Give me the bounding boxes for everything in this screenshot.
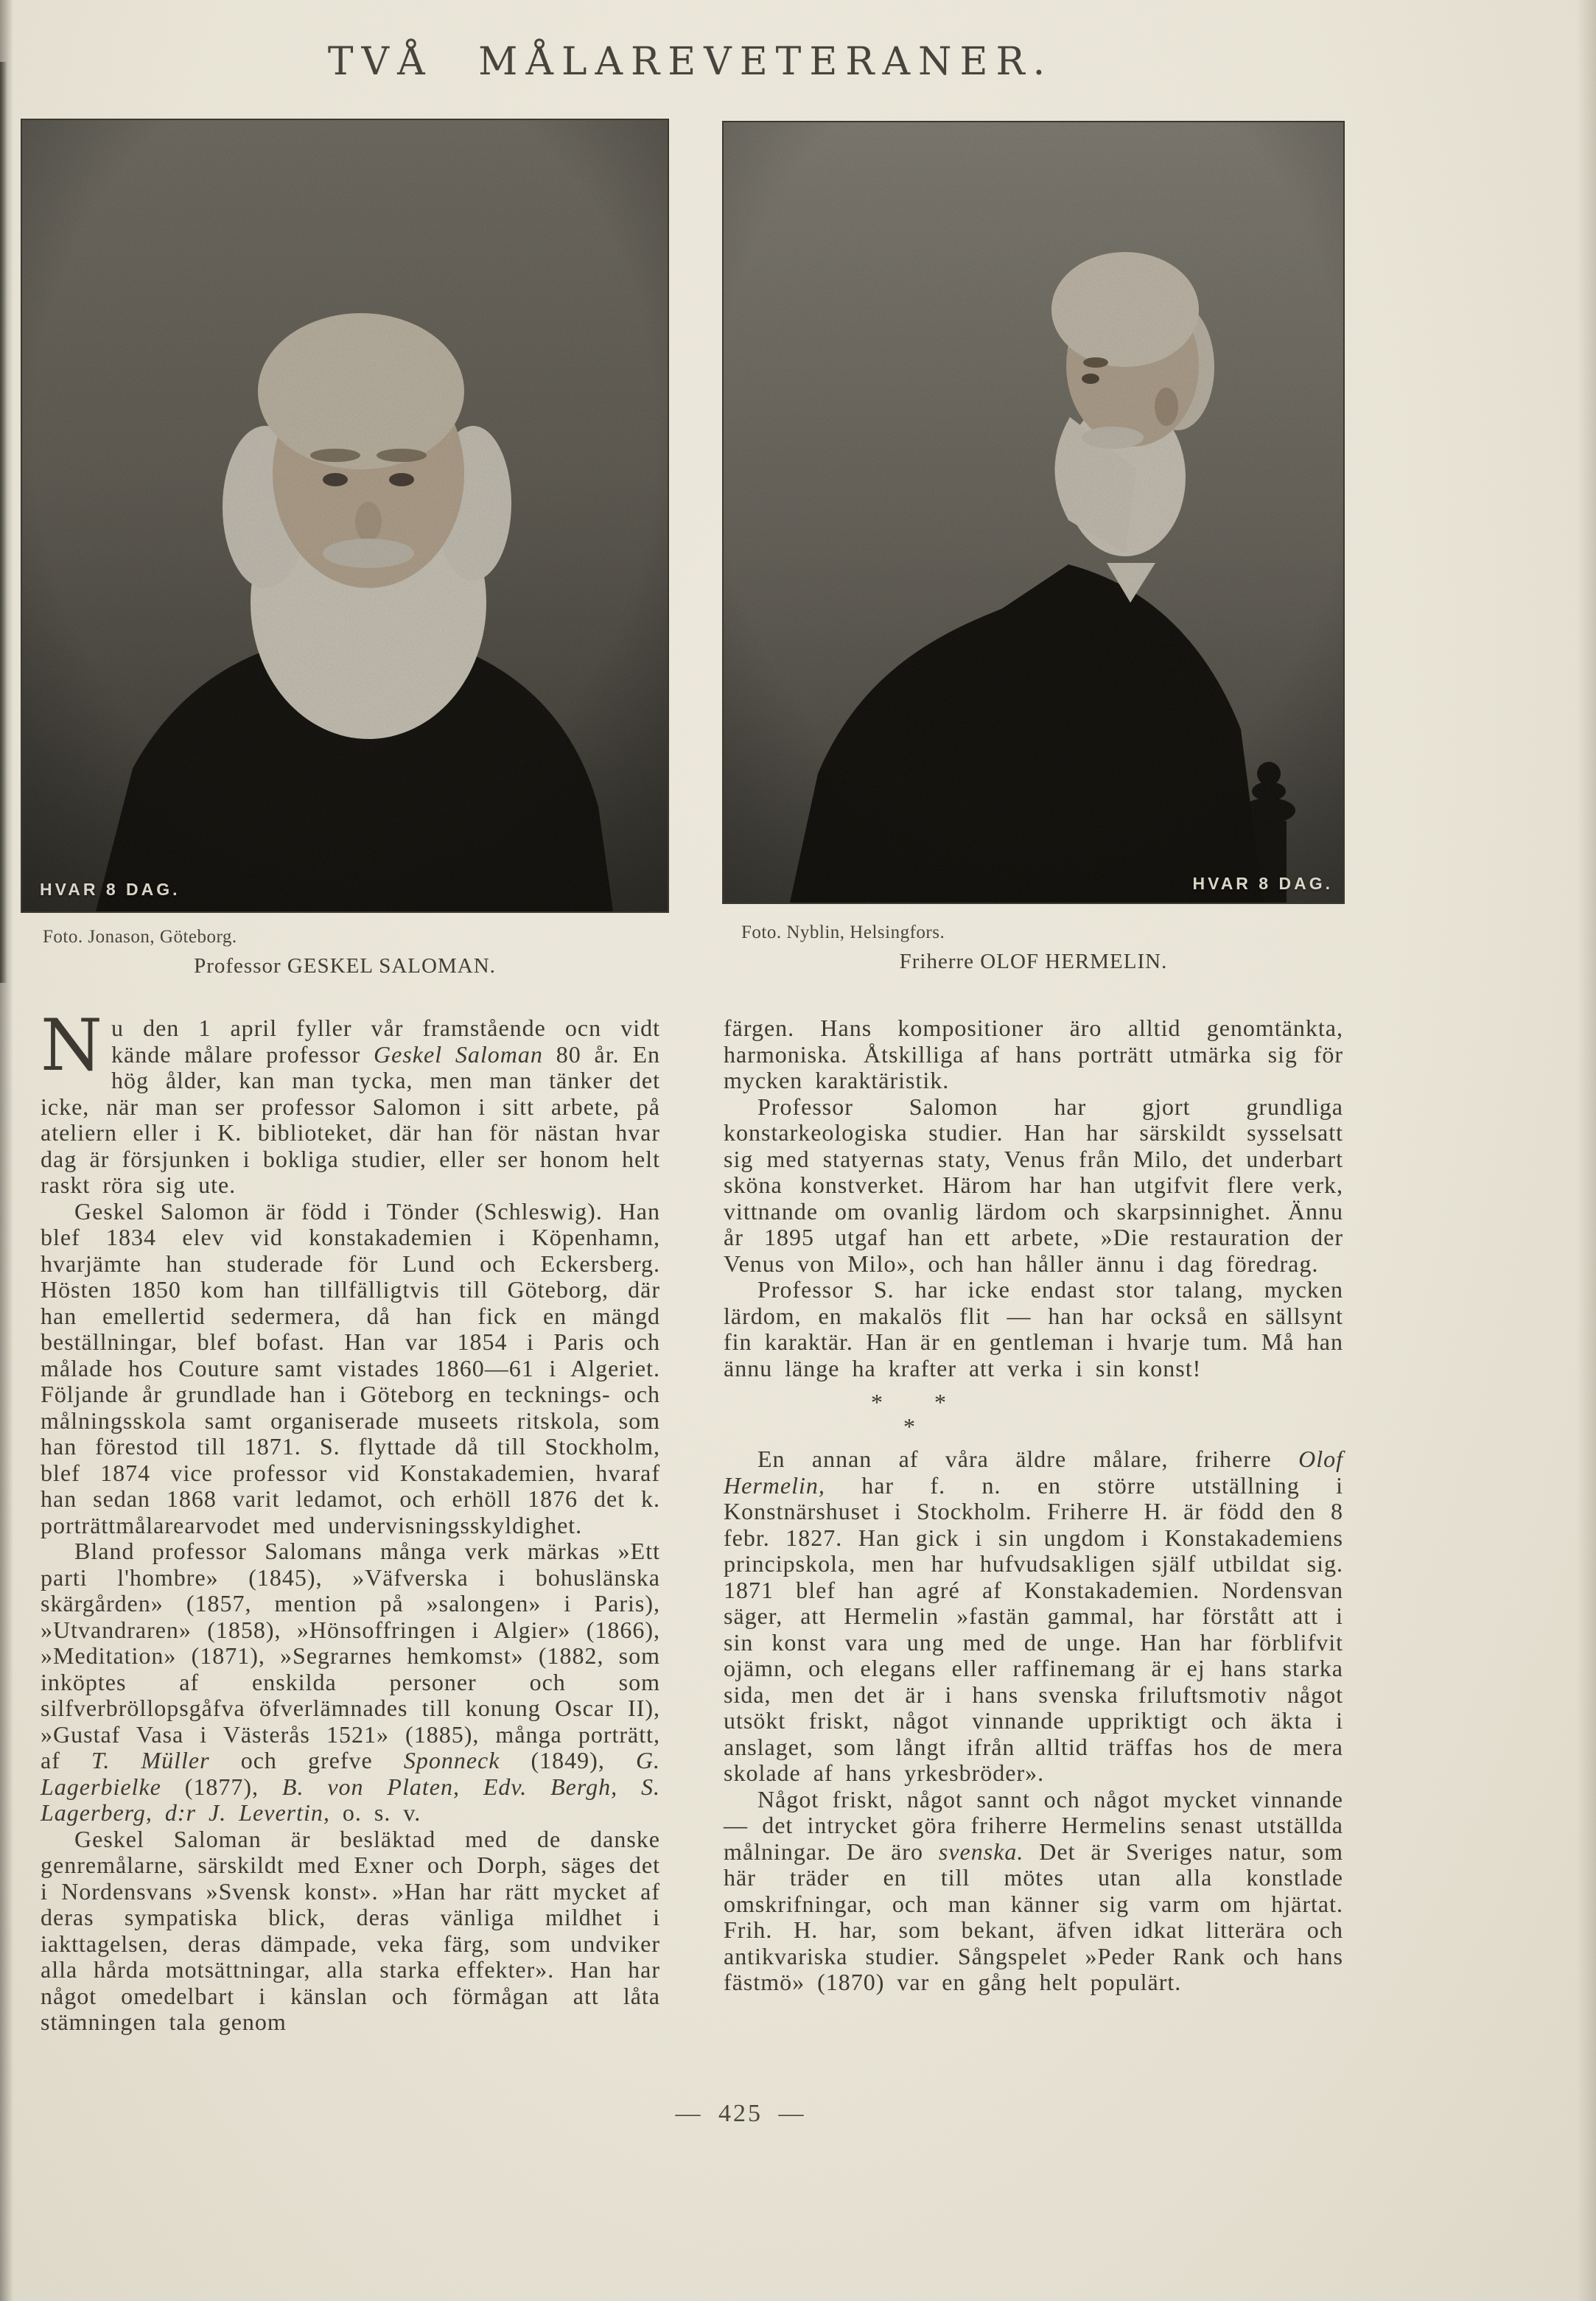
photo-credit-hermelin: Foto. Nyblin, Helsingfors. — [741, 922, 945, 942]
photo-caption-saloman: Professor GESKEL SALOMAN. — [194, 954, 496, 978]
paragraph: Något friskt, något sannt och något mycket vinnande — det intrycket göra friherre Hermelins senast utställda målningar. De äro svenska. Det är Sveriges natur, som här träder en till mötes utan alla konstlade omskrifningar, och man känner sig varm om hjärtat. Frih. H. har, som bekant, äfven idkat litterära och antikvariska studier. Sångspelet »Peder Rank och hans fästmö» (1870) var en gång helt populärt. — [724, 1785, 1344, 1995]
article-column-right — [724, 1015, 1343, 2036]
paragraph: En annan af våra äldre målare, friherre Olof Hermelin, har f. n. en större utställning i Konstnärshuset i Stockholm. Friherre H. är född den 8 febr. 1827. Han gick i sin ungdom i Konstakademiens principskola, men har hufvudsakligen själf utbildat sig. 1871 blef han agré af Konstakademien. Nordensvan säger, att Hermelin »fastän gammal, har förstått att i sin konst vara ung med de unge. Han har förblifvit ojämn, och elegans eller raffinemang är ej hans starka sida, men det är i hans svenska friluftsmotiv något utsökt friskt, något vinnande uppriktigt och äkta i anslaget, som långt ifrån alltid träffas hos de mera skolade af hans yrkesbröder». — [724, 1446, 1343, 1786]
scan-edge-right — [1577, 0, 1596, 2301]
paragraph: Professor S. har icke endast stor talang, mycken lärdom, en makalös flit — han har också en sällsynt fin karaktär. Han är en gentleman i hvarje tum. Må han ännu länge ha krafter att verka i sin konst! — [724, 1276, 1343, 1381]
portrait-photo-saloman — [22, 120, 668, 911]
drop-cap: N — [41, 1004, 102, 1087]
page-number: — 425 — — [675, 2100, 806, 2127]
page-title: TVÅ MÅLAREVETERANER. — [327, 40, 1054, 84]
portrait-illustration-hermelin — [724, 122, 1343, 903]
hvar8dag-watermark: HVAR 8 DAG. — [40, 880, 181, 899]
paragraph: Nu den 1 april fyller vår framstående ocn vidt kände målare professor Geskel Saloman 80 år. En hög ålder, kan man tycka, men man tänker det icke, när man ser professor Salomon i sitt arbete, på ateliern eller i K. biblioteket, där han för nästan hvar dag är försjunken i bokliga studier, eller ser honom helt raskt röra sig ute. — [41, 1004, 661, 1198]
photo-caption-hermelin: Friherre OLOF HERMELIN. — [899, 950, 1168, 973]
portrait-illustration-saloman — [22, 120, 668, 911]
paragraph: Geskel Salomon är född i Tönder (Schleswig). Han blef 1834 elev vid konstakademien i Köpenhamn, hvarjämte han studerade för Lund och Eckersberg. Hösten 1850 kom han tillfälligtvis till Göteborg, där han emellertid sedermera, då han fick en mängd beställningar, blef bofast. Han var 1854 i Paris och målade hos Couture samt vistades 1860—61 i Algeriet. Följande år grundlade han i Göteborg en tecknings- och målningsskola samt organiserade museets ritskola, som han förestod till 1871. S. flyttade då till Stockholm, blef 1874 vice professor vid Konstakademien, hvaraf han sedan 1868 varit ledamot, och erhöll 1876 det k. porträttmålarearvodet med undervisningsskyldighet. — [41, 1197, 660, 1538]
paragraph: Professor Salomon har gjort grundliga konstarkeologiska studier. Han har särskildt sysselsatt sig med statyernas staty, Venus från Milo, det underbart sköna konstverket. Härom har han utgifvit flere verk, vittnande om ovanlig lärdom och skarpsinnighet. Ännu år 1895 utgaf han ett arbete, »Die restauration der Venus von Milo», och han håller ännu i dag föredrag. — [724, 1093, 1343, 1277]
article-columns — [41, 1004, 1344, 2036]
article-column-left — [41, 1004, 661, 2036]
photo-credit-saloman: Foto. Jonason, Göteborg. — [43, 927, 237, 947]
paragraph: Geskel Saloman är besläktad med de danske genremålarne, särskildt med Exner och Dorph, säges det i Nordensvans »Svensk konst». »Han har rätt mycket af deras sympatiska blick, deras vänliga mildhet i iakttagelsen, deras dämpade, veka färg, som undviker alla hårda motsättningar, alla starka effekter». Han har något omedelbart i känslan och förmågan att låta stämningen tala genom — [41, 1825, 660, 2035]
hvar8dag-watermark: HVAR 8 DAG. — [1192, 874, 1333, 893]
portrait-photo-hermelin — [724, 122, 1343, 903]
paragraph: färgen. Hans kompositioner äro alltid genomtänkta, harmoniska. Åtskilliga af hans porträtt utmärka sig för mycken karaktäristik. — [724, 1015, 1343, 1093]
section-separator: * * * — [871, 1389, 946, 1440]
paragraph: Bland professor Salomans många verk märkas »Ett parti l'hombre» (1845), »Väfverska i bohuslänska skärgården» (1857, mention på »salongen» i Paris), »Utvandraren» (1858), »Hönsoffringen i Algier» (1866), »Meditation» (1871), »Segrarnes hemkomst» (1882, som inköptes af enskilda personer och som silfverbröllopsgåfva öfverlämnades till konung Oscar II), »Gustaf Vasa i Västerås 1521» (1885), många porträtt, af T. Müller och grefve Sponneck (1849), G. Lagerbielke (1877), B. von Platen, Edv. Bergh, S. Lagerberg, d:r J. Levertin, o. s. v. — [41, 1538, 661, 1826]
scan-edge-dark-strip — [0, 62, 7, 983]
